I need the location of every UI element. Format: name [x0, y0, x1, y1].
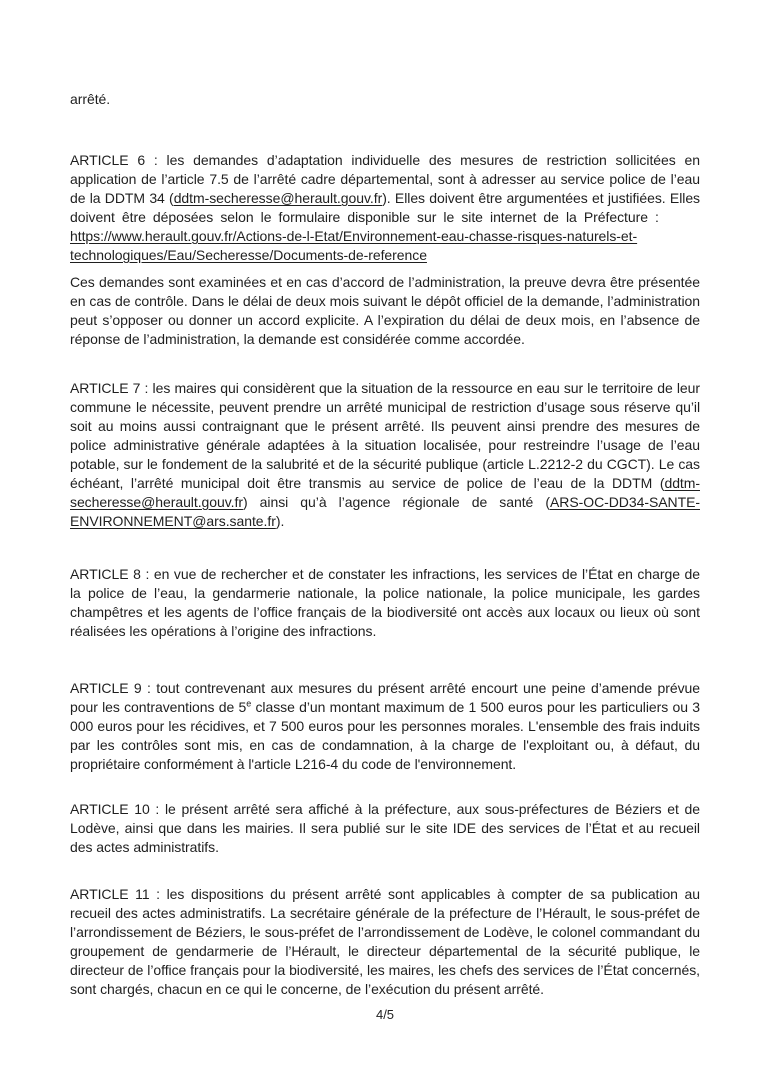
hyperlink[interactable]: ARS-OC-DD34-SANTE-ENVIRONNEMENT@ars.sante.fr	[70, 494, 700, 529]
document-body	[70, 90, 700, 999]
paragraph-ces-demandes	[70, 273, 700, 349]
text-run: classe d’un montant maximum de 1 500 euros pour les particuliers ou 3 000 euros pour les récidives, et 7 500 euros pour les personnes morales. L'ensemble des frais induits par les contrôles sont mis, en cas de condamnation, à la charge de l'exploitant ou, à défaut, du propriétaire conformément à l'article L216-4 du code de l'environnement.	[70, 699, 700, 772]
text-run: ARTICLE 11 : les dispositions du présent arrêté sont applicables à compter de sa publication au recueil des actes administratifs. La secrétaire générale de la préfecture de l’Hérault, le sous-préfet de l’arrondissement de Béziers, le sous-préfet de l’arrondissement de Lodève, le colonel commandant du groupement de gendarmerie de l’Hérault, le directeur départemental de la sécurité publique, le directeur de l’office français pour la biodiversité, les maires, les chefs des services de l’État concernés, sont chargés, chacun en ce qui le concerne, de l’exécution du présent arrêté.	[70, 886, 700, 997]
text-run: ARTICLE 9 : tout contrevenant aux mesures du présent arrêté encourt une peine d’amende prévue pour les contraventions de 5	[70, 680, 700, 715]
paragraph-article-11	[70, 885, 700, 999]
paragraph-article-9	[70, 679, 700, 774]
hyperlink[interactable]: https://www.herault.gouv.fr/Actions-de-l-Etat/Environnement-eau-chasse-risques-naturels-et-technologiques/Eau/Secheresse/Documents-de-reference	[70, 228, 638, 263]
hyperlink[interactable]: ddtm-secheresse@herault.gouv.fr	[173, 190, 383, 206]
text-run: Ces demandes sont examinées et en cas d’accord de l’administration, la preuve devra être présentée en cas de contrôle. Dans le délai de deux mois suivant le dépôt officiel de la demande, l’administration peut s’opposer ou donner un accord explicite. A l’expiration du délai de deux mois, en l’absence de réponse de l’administration, la demande est considérée comme accordée.	[70, 274, 700, 347]
text-run: ARTICLE 7 : les maires qui considèrent que la situation de la ressource en eau sur le territoire de leur commune le nécessite, peuvent prendre un arrêté municipal de restriction d’usage sous réserve qu’il soit au moins aussi contraignant que le présent arrêté. Ils peuvent ainsi prendre des mesures de police administrative générale adaptées à la situation localisée, pour restreindre l’usage de l’eau potable, sur le fondement de la salubrité et de la sécurité publique (article L.2212-2 du CGCT). Le cas échéant, l’arrêté municipal doit être transmis au service de police de l’eau de la DDTM (	[70, 380, 700, 491]
text-run: ).	[275, 513, 285, 529]
page-number: 4/5	[376, 1007, 394, 1022]
paragraph-intro	[70, 90, 700, 109]
text-run: ) ainsi qu’à l’agence régionale de santé (	[242, 494, 550, 510]
text-run: ARTICLE 8 : en vue de rechercher et de constater les infractions, les services de l’État en charge de la police de l’eau, la gendarmerie nationale, la police nationale, la police municipale, les gardes champêtres et les agents de l’office français de la biodiversité ont accès aux locaux ou lieux où sont réalisées les opérations à l’origine des infractions.	[70, 566, 700, 639]
superscript-text: e	[246, 698, 252, 709]
text-run: ARTICLE 10 : le présent arrêté sera affiché à la préfecture, aux sous-préfectures de Béziers et de Lodève, ainsi que dans les mairies. Il sera publié sur le site IDE des services de l’État et au recueil des actes administratifs.	[70, 801, 700, 855]
paragraph-article-6	[70, 151, 700, 265]
hyperlink[interactable]: ddtm-secheresse@herault.gouv.fr	[70, 475, 700, 510]
text-run: arrêté.	[70, 91, 111, 107]
text-run: ARTICLE 6 : les demandes d’adaptation individuelle des mesures de restriction sollicitées en application de l’article 7.5 de l’arrêté cadre départemental, sont à adresser au service police de l’eau de la DDTM 34 (	[70, 152, 700, 206]
text-run: ). Elles doivent être argumentées et justifiées. Elles doivent être déposées selon le formulaire disponible sur le site internet de la Préfecture :	[70, 190, 700, 225]
paragraph-article-10	[70, 800, 700, 857]
paragraph-article-7	[70, 379, 700, 531]
paragraph-article-8	[70, 565, 700, 641]
